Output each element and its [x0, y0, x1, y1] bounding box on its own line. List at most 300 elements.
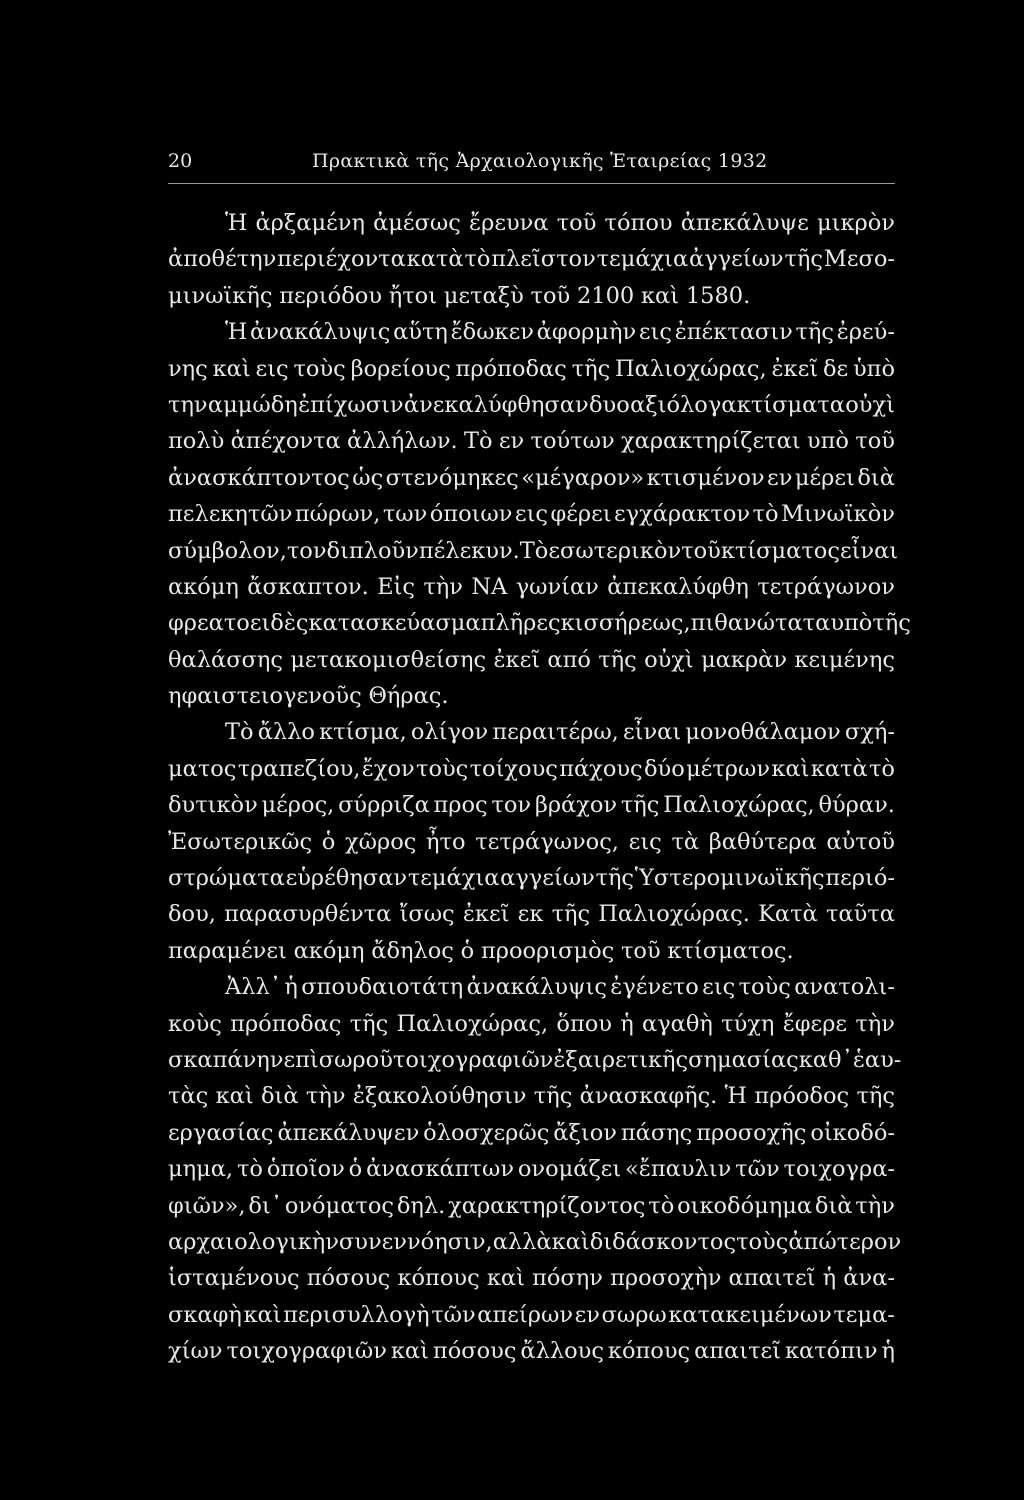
word: τῶν [431, 1301, 476, 1328]
word: καὶ [215, 1083, 254, 1110]
word: διπλοῦν [326, 537, 419, 564]
word: αγγείων [500, 865, 595, 892]
word: τόπου [604, 210, 673, 236]
word: ἀπεκάλυψε [680, 210, 809, 236]
word: τὸ [236, 1156, 263, 1183]
word: αξιόλογα [630, 391, 737, 418]
word: μέρει [794, 464, 855, 491]
page-number: 20 [168, 150, 193, 172]
word: ὁ [321, 828, 336, 855]
word: εις [638, 319, 672, 346]
word: ὡς [352, 464, 384, 491]
text-line [168, 1151, 895, 1187]
word: ἀνασκάπτοντος [168, 464, 350, 491]
word: τούτων [530, 428, 615, 455]
word: τετράγωνον [757, 573, 895, 600]
word: σκαπάνην [168, 1046, 284, 1073]
word: εν [767, 464, 793, 491]
word: εργασίας [168, 1119, 274, 1146]
word: ἀποθέτην [168, 246, 277, 273]
word: ἐκεῖ [462, 901, 510, 928]
word: ἡ [822, 1265, 837, 1292]
text-line [168, 1042, 902, 1078]
word: Ἀλλ᾽ [225, 974, 282, 1001]
text-line [168, 896, 895, 932]
word: εκ [517, 901, 544, 928]
word: Τὸ [225, 719, 254, 746]
word: όποιων [429, 501, 513, 528]
word: ταῦτα [825, 901, 895, 928]
word: πελεκητῶν [168, 501, 293, 528]
word: οἰκοδό- [810, 1119, 895, 1146]
word: ἀνακάλυψις [250, 319, 391, 346]
word: πρόοδος [754, 1083, 850, 1110]
word: ακόμη [168, 573, 239, 600]
word: ἱσταμένους [168, 1265, 300, 1292]
word: ἤτοι [388, 282, 438, 309]
word: τὸ [752, 501, 779, 528]
word: ΝΑ [471, 573, 508, 600]
word: καὶ [640, 282, 680, 309]
word: ἀπέχοντα [230, 428, 341, 455]
word: καὶ [486, 1265, 525, 1292]
word: αὐτοῦ [826, 828, 895, 855]
word: ἐγένετο [610, 974, 699, 1001]
word: χαρακτηρίζοντος [448, 1192, 646, 1219]
word: ἡ [881, 1338, 895, 1365]
word: τεμάχια [596, 246, 689, 273]
word: τοῦ [530, 282, 571, 309]
word: δου, [168, 901, 216, 928]
text-line [168, 1006, 895, 1042]
word: υπὸ [830, 610, 873, 637]
text-line [168, 714, 895, 750]
word: ἡ [284, 974, 298, 1001]
word: ἄξιον [553, 1119, 617, 1146]
word: τῆς [856, 1083, 895, 1110]
word: κτίσματα [736, 391, 845, 418]
word: νης [168, 355, 208, 382]
word: ἔφερε [782, 1010, 848, 1037]
text-line [168, 569, 895, 605]
word: σύμβολον, [168, 537, 287, 564]
word: απαιτεῖ [728, 1265, 816, 1292]
word: τοὺς [293, 355, 346, 382]
word: τοὺς [416, 755, 469, 782]
text-line [168, 278, 895, 314]
word: ἄλλους [520, 1338, 604, 1365]
word: πόσην [532, 1265, 603, 1292]
word: Τὸ [464, 428, 493, 455]
word: τετράγωνος, [475, 828, 619, 855]
word: πολὺ [168, 428, 225, 455]
word: ἐπέκτασιν [674, 319, 793, 346]
word: πόσους [306, 1265, 391, 1292]
word: ἀπεκάλυψεν [277, 1119, 420, 1146]
word: τῆς [551, 901, 591, 928]
word: κατὰ [406, 246, 464, 273]
body-text [168, 205, 911, 1370]
word: τὴν [423, 573, 463, 600]
word: Εἰς [377, 573, 415, 600]
word: τῆς [349, 1010, 389, 1037]
word: εν [498, 428, 525, 455]
word: μινωϊκῆς [168, 282, 273, 309]
word: ὁ [348, 1156, 363, 1183]
word: δυο [588, 391, 630, 418]
word: μεταξὺ [443, 282, 524, 309]
word: προς [433, 792, 488, 819]
word: διὰ [814, 1192, 853, 1219]
word: καὶ [771, 755, 810, 782]
word: κατακειμένων [668, 1301, 832, 1328]
word: κισσήρεως, [560, 610, 691, 637]
word: Παλιοχώρας, [396, 1010, 549, 1037]
word: καὶ [551, 1228, 590, 1255]
word: διὰ [261, 1083, 299, 1110]
word: εις [255, 355, 289, 382]
word: ἀνεκαλύφθησαν [403, 391, 589, 418]
word: εσωτερικὸν [548, 537, 682, 564]
word: αρχαιολογικὴν [168, 1228, 339, 1255]
word: τῆς [571, 355, 611, 382]
word: μονοθάλαμον [685, 719, 841, 746]
text-line [168, 314, 895, 350]
word: προσοχῆς [696, 1119, 807, 1146]
word: ἄσκαπτον. [247, 573, 369, 600]
running-header [168, 148, 895, 178]
word: εν [574, 1301, 600, 1328]
word: Παλιοχώρας, [663, 792, 815, 819]
word: τοιχογραφιῶν [226, 1338, 387, 1365]
word: ἐξακολούθησιν [352, 1083, 527, 1110]
word: την [168, 391, 208, 418]
word: βαθύτερα [708, 828, 817, 855]
word: προσοχὴν [610, 1265, 722, 1292]
word: περιόδου [279, 282, 382, 309]
word: ἄλλο [257, 719, 315, 746]
word: μικρὸν [817, 210, 895, 236]
word: φέρει [550, 501, 612, 528]
word: συνεννόησιν, [338, 1228, 493, 1255]
word: εγχάρακτον [614, 501, 751, 528]
text-line [168, 1115, 895, 1151]
word: δυτικὸν [168, 792, 258, 819]
text-line [168, 642, 895, 678]
word: τὴν [855, 1010, 895, 1037]
word: αλλὰ [492, 1228, 552, 1255]
word: σωροῦ [318, 1046, 393, 1073]
word: τοιχογρα- [783, 1156, 895, 1183]
word: ἀνακάλυψις [466, 974, 607, 1001]
word: τὰ [671, 828, 700, 855]
word: τοίχους [469, 755, 558, 782]
word: τὸ [868, 755, 895, 782]
word: θύραν. [818, 792, 895, 819]
word: παρασυρθέντα [224, 901, 392, 928]
word: ονόματος [284, 1192, 394, 1219]
word: πόσους [432, 1338, 517, 1365]
word: αμμώδη [207, 391, 298, 418]
word: πλῆρες [480, 610, 561, 637]
word: εὑρέθησαν [285, 865, 408, 892]
word: ἐκεῖ [771, 355, 819, 382]
word: δι᾽ [248, 1192, 282, 1219]
word: περιέχοντα [277, 246, 406, 273]
word: τοὺς [736, 1228, 789, 1255]
word: κατὰ [810, 755, 868, 782]
word: καὶ [212, 355, 251, 382]
word: τὰς [168, 1083, 209, 1110]
word: τύχη [721, 1010, 775, 1037]
word: ανατολι- [794, 974, 895, 1001]
word: δηλ. [396, 1192, 446, 1219]
header-rule [168, 183, 895, 184]
word: ἀπώτερον [788, 1228, 902, 1255]
word: Μεσο- [823, 246, 895, 273]
word: τον [286, 537, 327, 564]
word: χαρακτηρίζεται [621, 428, 801, 455]
word: τῆς [598, 646, 637, 673]
word: φρεατοειδὲς [168, 610, 309, 637]
word: Ἡ [225, 319, 248, 346]
word: Κατὰ [758, 901, 818, 928]
word: εἶναι [839, 537, 899, 564]
word: προορισμὸς [480, 937, 615, 964]
text-line [168, 205, 895, 241]
word: τῆς [784, 246, 823, 273]
word: οὐχὶ [644, 646, 694, 673]
word: ἐκεῖ [493, 646, 541, 673]
text-line [168, 423, 895, 459]
word: κτίσματος. [667, 937, 794, 964]
word: ἡ [620, 1010, 634, 1037]
word: ἴσως [399, 901, 455, 928]
word: εις [514, 501, 548, 528]
text-line [168, 1297, 895, 1333]
word: πλεῖστον [491, 246, 596, 273]
text-line [168, 533, 899, 569]
word: μακρὰν [701, 646, 788, 673]
text-line [168, 933, 895, 969]
word: μετακομισθείσης [290, 646, 487, 673]
word: τον [491, 792, 532, 819]
text-line [168, 969, 895, 1005]
text-line [168, 678, 895, 714]
word: τῆς [872, 610, 911, 637]
word: περισυλλογὴ [283, 1301, 430, 1328]
word: ἑαυ- [852, 1046, 902, 1073]
word: απείρων [477, 1301, 573, 1328]
word: πιθανώτατα [690, 610, 831, 637]
word: τοῦ [620, 937, 661, 964]
word: τοῦ [681, 537, 721, 564]
word: κόπους [397, 1265, 480, 1292]
word: τῆς [595, 865, 635, 892]
word: τοῦ [556, 210, 597, 236]
word: δύο [643, 755, 685, 782]
word: σύρριζα [338, 792, 430, 819]
text-line [168, 860, 895, 896]
word: πώρων, [294, 501, 381, 528]
word: ἀνασκαφῆς. [579, 1083, 718, 1110]
word: ἀρξαμένη [255, 210, 365, 236]
word: μημα, [168, 1156, 234, 1183]
word: ὅπου [556, 1010, 612, 1037]
word: αγαθὴ [642, 1010, 713, 1037]
word: διδάσκοντος [589, 1228, 737, 1255]
text-line [168, 460, 895, 496]
word: τὸ [464, 246, 491, 273]
word: διὰ [857, 464, 895, 491]
word: σπουδαιοτάτη [301, 974, 464, 1001]
word: τοιχογραφιῶν [392, 1046, 554, 1073]
word: ἐρεύ- [836, 319, 895, 346]
word: εις [702, 974, 736, 1001]
word: σωρω [601, 1301, 667, 1328]
word: στρώματα [168, 865, 285, 892]
word: απαιτεῖ [694, 1338, 782, 1365]
word: ὁλοσχερῶς [423, 1119, 550, 1146]
word: σημασίας [688, 1046, 799, 1073]
word: περαιτέρω, [492, 719, 619, 746]
word: των [382, 501, 428, 528]
word: ὑπὸ [852, 355, 895, 382]
running-title: Πρακτικὰ τῆς Ἀρχαιολογικῆς Ἑταιρείας 1932 [312, 150, 768, 172]
word: Μινωϊκὸν [780, 501, 895, 528]
word: χίων [168, 1338, 223, 1365]
text-line [168, 351, 895, 387]
word: ἄδηλος [371, 937, 454, 964]
word: τῆς [620, 792, 660, 819]
text-line [168, 1260, 895, 1296]
word: ἔδωκεν [450, 319, 534, 346]
text-line [168, 1333, 895, 1369]
word: Παλιοχώρας, [615, 355, 767, 382]
word: από [547, 646, 591, 673]
text-line [168, 605, 911, 641]
word: περιό- [825, 865, 895, 892]
text-line [168, 1188, 895, 1224]
word: δε [822, 355, 849, 382]
word: γωνίαν [515, 573, 599, 600]
word: παραμένει [168, 937, 287, 964]
word: κοὺς [168, 1010, 222, 1037]
word: Ἡ [724, 1083, 747, 1110]
word: τοῦ [855, 428, 895, 455]
word: ἀλλήλων. [347, 428, 458, 455]
word: τραπεζίου, [237, 755, 361, 782]
word: κτισμένον [646, 464, 765, 491]
word: σκαφὴ [168, 1301, 242, 1328]
word: καὶ [243, 1301, 282, 1328]
word: τῆς [795, 319, 835, 346]
word: τὴν [305, 1083, 346, 1110]
word: ονομάζει [517, 1156, 622, 1183]
word: ἀφορμὴν [536, 319, 637, 346]
word: Ὑστερομινωϊκῆς [634, 865, 825, 892]
word: εις [628, 828, 662, 855]
word: ἐπίχωσιν [298, 391, 404, 418]
word: ματος [168, 755, 237, 782]
word: πάσης [620, 1119, 693, 1146]
word: ἀνα- [843, 1265, 895, 1292]
word: ἔχον [361, 755, 415, 782]
word: οὐχὶ [845, 391, 895, 418]
word: πρόποδας [455, 355, 567, 382]
word: στενόμηκες [385, 464, 519, 491]
word: κατόπιν [784, 1338, 878, 1365]
word: ὁποῖον [266, 1156, 345, 1183]
word: τὴν [855, 1192, 895, 1219]
word: ακόμη [293, 937, 365, 964]
text-line [168, 824, 895, 860]
text-line [168, 241, 895, 277]
word: μέτρων [686, 755, 771, 782]
text-line [168, 1078, 895, 1114]
text-line [168, 751, 895, 787]
word: ολίγον [410, 719, 489, 746]
word: Τὸ [519, 537, 549, 564]
word: κόπους [607, 1338, 691, 1365]
word: Ἡ [225, 210, 248, 236]
word: ἐξαιρετικῆς [553, 1046, 689, 1073]
word: σχή- [844, 719, 895, 746]
word: τεμα- [833, 1301, 895, 1328]
text-line [168, 496, 895, 532]
word: πρόποδας [230, 1010, 342, 1037]
word: βράχον [534, 792, 618, 819]
word: ἀπεκαλύφθη [607, 573, 749, 600]
word: οικοδόμημα [677, 1192, 813, 1219]
word: αὕτη [393, 319, 448, 346]
word: καθ᾽ [798, 1046, 853, 1073]
word: ἔρευνα [469, 210, 549, 236]
text-line [168, 787, 895, 823]
word: τὸ [648, 1192, 675, 1219]
word: πάχους [559, 755, 643, 782]
word: Ἐσωτερικῶς [168, 828, 313, 855]
word: μέρος, [261, 792, 335, 819]
word: ἀγγείων [689, 246, 784, 273]
word: ἀνασκάπτων [366, 1156, 515, 1183]
word: τῶν [735, 1156, 780, 1183]
word: 2100 [576, 282, 635, 309]
word: βορείους [350, 355, 451, 382]
word: φιῶν», [168, 1192, 246, 1219]
text-line [168, 387, 895, 423]
word: κατασκεύασμα [308, 610, 481, 637]
word: κτίσμα, [319, 719, 407, 746]
word: θαλάσσης [168, 646, 283, 673]
word: ὁ [460, 937, 475, 964]
word: «ἔπαυλιν [625, 1156, 732, 1183]
word: εἶναι [622, 719, 682, 746]
word: Παλιοχώρας. [598, 901, 750, 928]
word: κειμένης [794, 646, 895, 673]
word: ἀμέσως [373, 210, 461, 236]
word: ἦτο [426, 828, 466, 855]
word: 1580. [685, 282, 751, 309]
word: καὶ [390, 1338, 429, 1365]
word: «μέγαρον» [521, 464, 645, 491]
word: ηφαιστειογενοῦς [168, 683, 362, 710]
word: πέλεκυν. [418, 537, 520, 564]
word: Θήρας. [368, 683, 449, 710]
text-line [168, 1224, 902, 1260]
word: τῆς [533, 1083, 573, 1110]
word: τεμάχια [407, 865, 500, 892]
